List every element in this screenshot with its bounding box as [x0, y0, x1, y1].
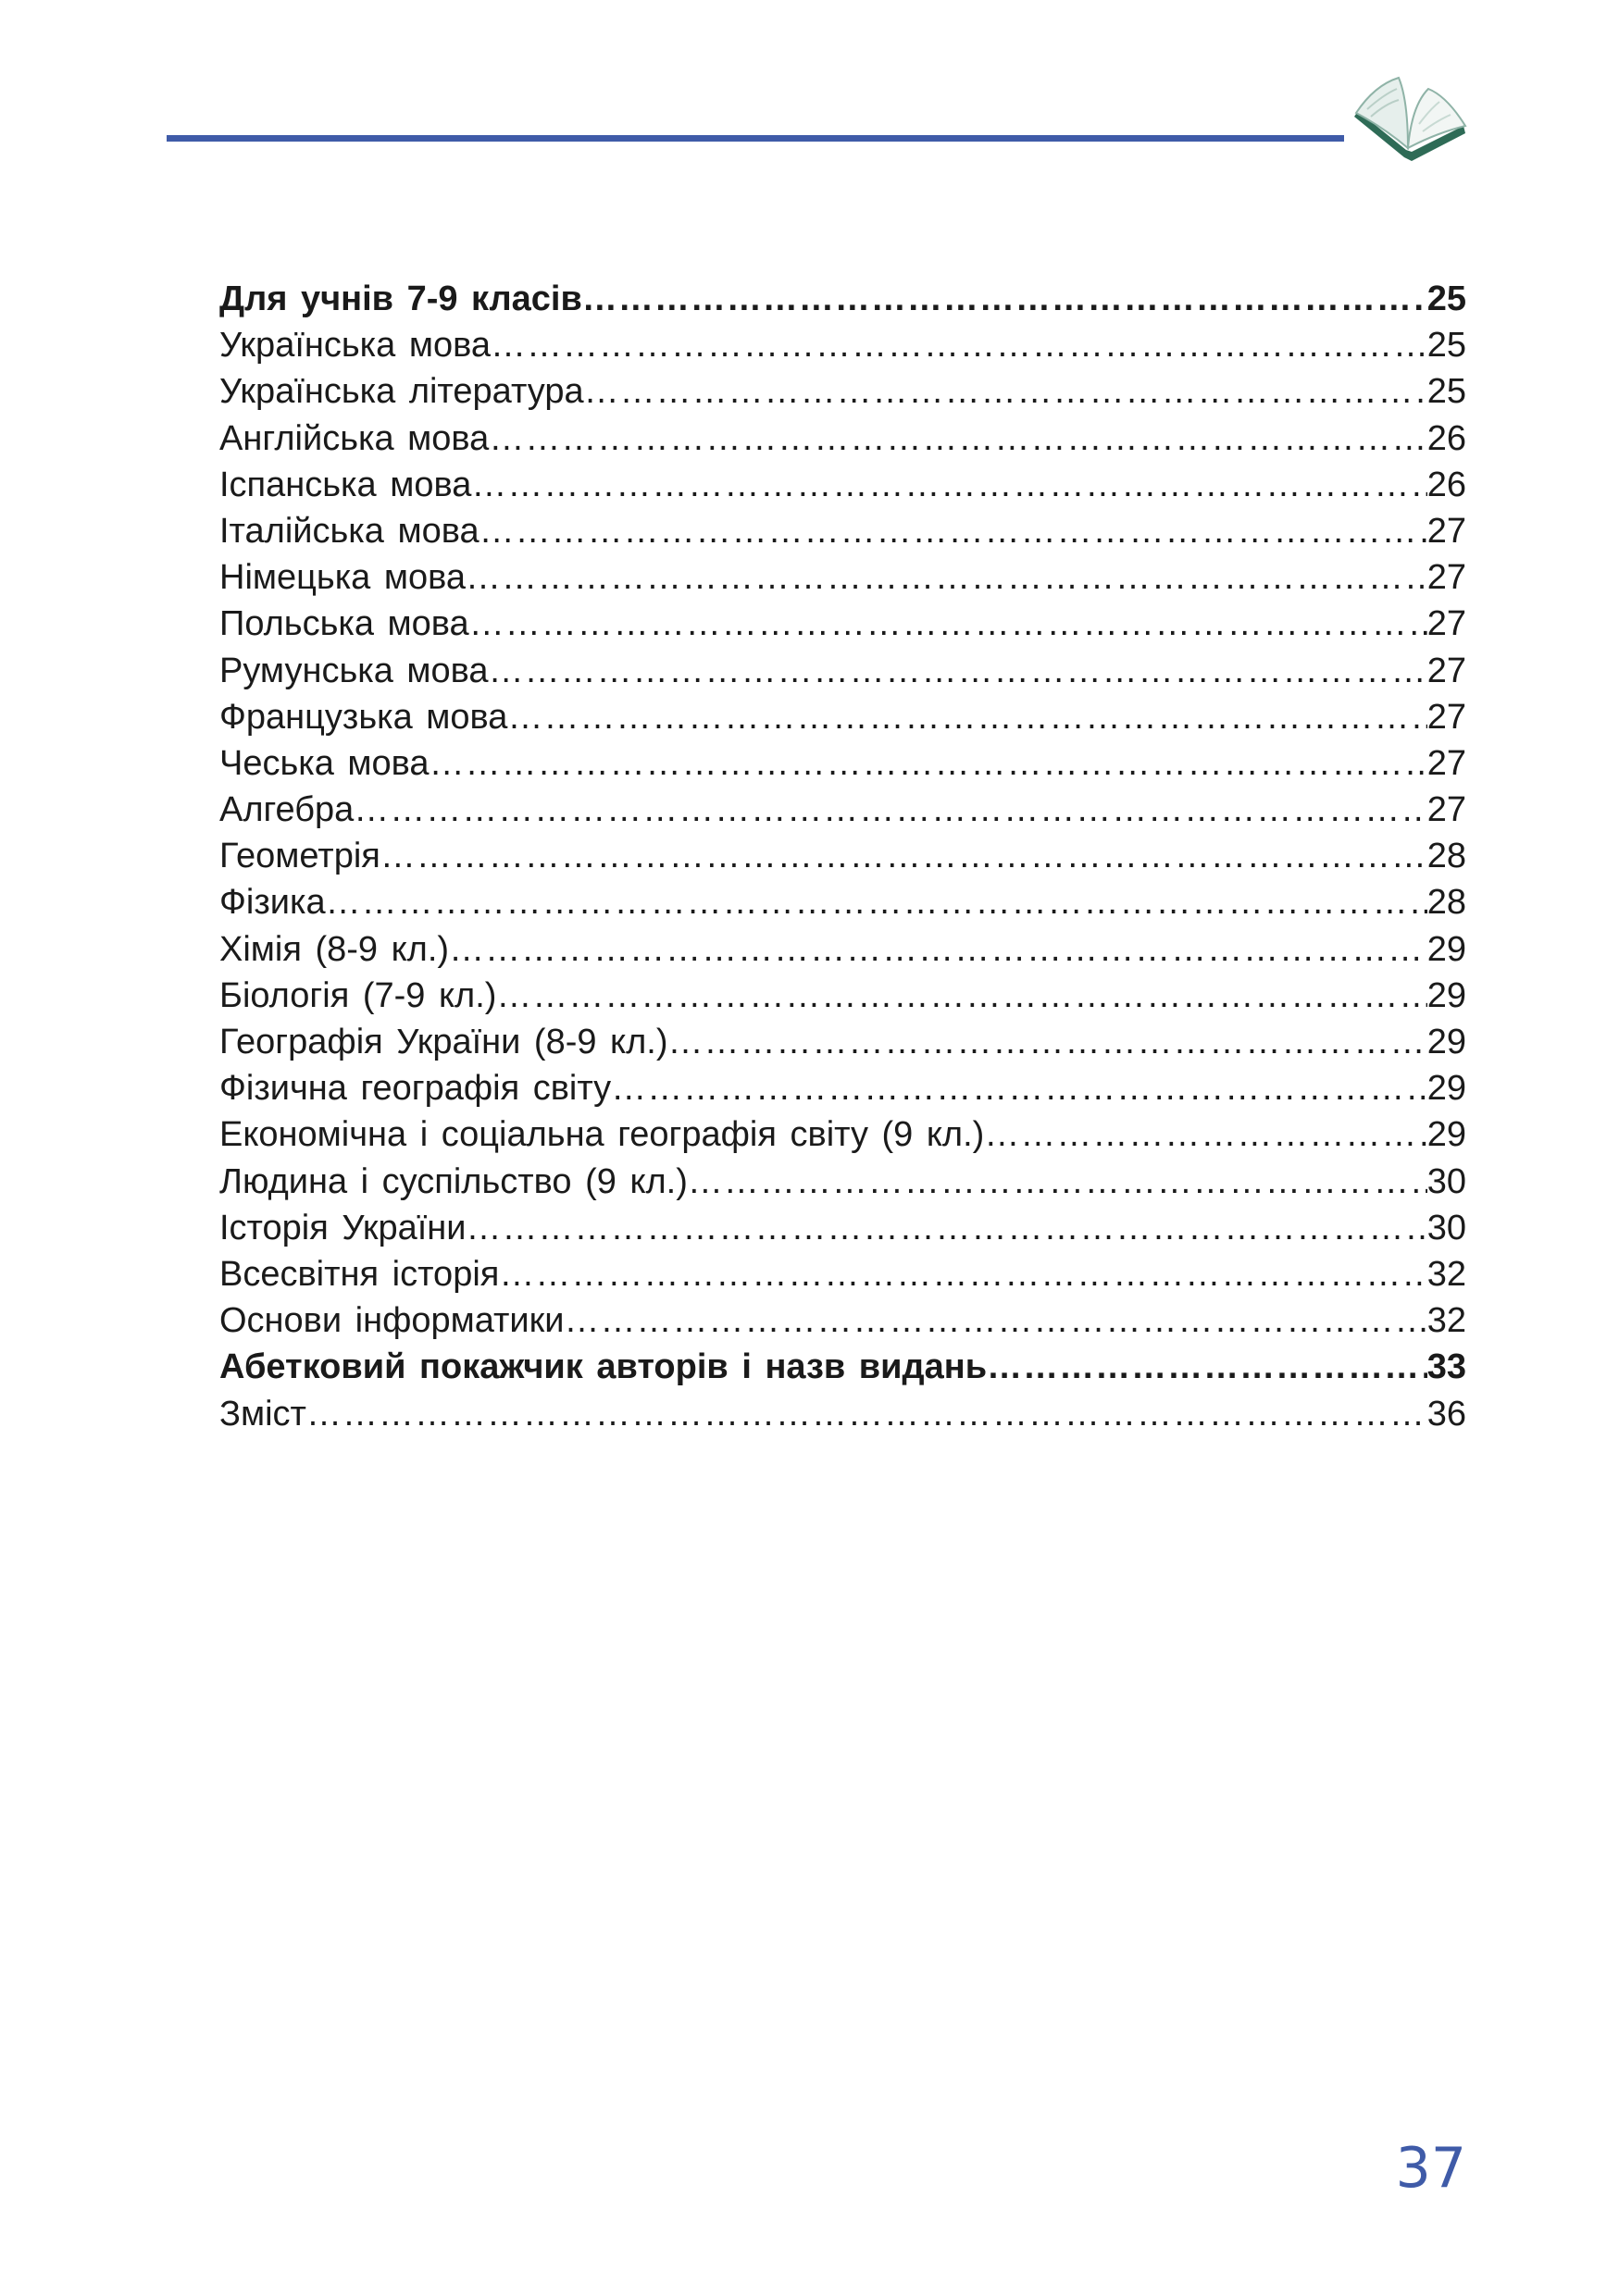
toc-entry-page: 33 [1426, 1347, 1466, 1387]
toc-dot-leader [489, 416, 1426, 462]
toc-entry [219, 973, 1466, 1019]
toc-entry [219, 694, 1466, 740]
toc-entry [219, 1111, 1466, 1158]
toc-entry [219, 879, 1466, 925]
toc-entry-page: 27 [1426, 511, 1466, 551]
toc-entry-page: 29 [1426, 1069, 1466, 1109]
toc-dot-leader [668, 1019, 1427, 1065]
toc-entry-title: Геометрія [219, 837, 380, 876]
toc-entry-page: 30 [1426, 1161, 1466, 1201]
toc-entry-page: 29 [1426, 975, 1466, 1015]
toc-entry [219, 1019, 1466, 1065]
toc-entry-title: Основи інформатики [219, 1301, 565, 1341]
toc-dot-leader [471, 462, 1426, 508]
toc-entry [219, 601, 1466, 647]
toc-entry-page: 25 [1426, 279, 1466, 318]
toc-entry [219, 787, 1466, 833]
toc-entry [219, 1391, 1466, 1437]
page-number: 37 [1395, 2136, 1466, 2201]
toc-entry-title: Іспанська мова [219, 465, 472, 504]
toc-entry-page: 29 [1426, 1023, 1466, 1061]
toc-dot-leader [380, 833, 1427, 879]
toc-dot-leader [449, 926, 1427, 973]
open-book-icon [1347, 72, 1467, 174]
toc-entry-title: Абетковий покажчик авторів і назв видань [219, 1347, 988, 1387]
toc-dot-leader [565, 1297, 1427, 1344]
toc-dot-leader [354, 787, 1426, 833]
toc-dot-leader [479, 508, 1427, 554]
toc-entry-title: Німецька мова [219, 558, 467, 598]
toc-dot-leader [507, 694, 1426, 740]
toc-entry-page: 25 [1426, 326, 1466, 366]
toc-entry-title: Всесвітня історія [219, 1254, 500, 1294]
toc-entry-title: Українська література [219, 372, 584, 412]
toc-entry-page: 26 [1426, 465, 1466, 504]
toc-entry [219, 322, 1466, 368]
toc-entry [219, 740, 1466, 787]
toc-dot-leader [306, 1391, 1427, 1437]
toc-entry-title: Історія України [219, 1208, 467, 1247]
toc-entry-page: 27 [1426, 604, 1466, 644]
toc-dot-leader [987, 1344, 1427, 1390]
toc-entry-title: Чеська мова [219, 743, 430, 783]
toc-entry-title: Французька мова [219, 697, 508, 737]
toc-entry [219, 1205, 1466, 1251]
toc-entry-title: Для учнів 7-9 класів [219, 279, 582, 318]
toc-entry-page: 26 [1426, 418, 1466, 458]
toc-entry-title: Алгебра [219, 790, 355, 830]
toc-entry [219, 1344, 1466, 1390]
toc-entry-page: 27 [1426, 651, 1466, 690]
toc-entry [219, 833, 1466, 879]
header-rule [167, 135, 1344, 142]
toc-entry [219, 1159, 1466, 1205]
toc-entry [219, 508, 1466, 554]
toc-entry [219, 1065, 1466, 1111]
toc-entry-title: Польська мова [219, 604, 469, 644]
toc-entry-title: Українська мова [219, 326, 491, 366]
toc-entry-page: 28 [1426, 883, 1466, 923]
toc-entry-title: Румунська мова [219, 651, 489, 690]
toc-entry-page: 27 [1426, 790, 1466, 830]
toc-entry-title: Фізична географія світу [219, 1069, 612, 1109]
toc-entry-page: 29 [1426, 929, 1466, 969]
toc-entry [219, 1297, 1466, 1344]
toc-dot-leader [491, 322, 1427, 368]
toc-entry [219, 554, 1466, 601]
toc-dot-leader [688, 1159, 1427, 1205]
toc-dot-leader [496, 973, 1426, 1019]
toc-entry-page: 27 [1426, 743, 1466, 783]
toc-entry-title: Географія України (8-9 кл.) [219, 1023, 668, 1061]
toc-entry-page: 30 [1426, 1208, 1466, 1247]
toc-entry-page: 29 [1426, 1115, 1466, 1155]
toc-entry-page: 25 [1426, 372, 1466, 412]
toc-dot-leader [430, 740, 1427, 787]
toc-dot-leader [582, 276, 1427, 322]
toc-entry-title: Зміст [219, 1394, 306, 1433]
toc-entry [219, 926, 1466, 973]
toc-entry [219, 416, 1466, 462]
toc-dot-leader [611, 1065, 1427, 1111]
toc-dot-leader [499, 1251, 1426, 1297]
toc-dot-leader [466, 1205, 1426, 1251]
toc-entry [219, 276, 1466, 322]
toc-dot-leader [469, 601, 1427, 647]
toc-entry-title: Англійська мова [219, 418, 490, 458]
toc-entry-page: 36 [1426, 1394, 1466, 1433]
toc-dot-leader [584, 368, 1427, 415]
toc-entry-page: 27 [1426, 558, 1466, 598]
toc-entry-title: Італійська мова [219, 511, 479, 551]
toc-dot-leader [466, 554, 1427, 601]
toc-entry-page: 28 [1426, 837, 1466, 876]
toc-entry-title: Людина і суспільство (9 кл.) [219, 1161, 688, 1201]
toc-dot-leader [326, 879, 1427, 925]
toc-entry [219, 368, 1466, 415]
toc-entry [219, 648, 1466, 694]
toc-entry [219, 462, 1466, 508]
toc-entry-title: Фізика [219, 883, 326, 923]
table-of-contents [219, 276, 1466, 1437]
toc-dot-leader [984, 1111, 1426, 1158]
toc-entry-page: 32 [1426, 1301, 1466, 1341]
toc-entry-page: 32 [1426, 1254, 1466, 1294]
toc-dot-leader [489, 648, 1427, 694]
toc-entry-title: Біологія (7-9 кл.) [219, 975, 497, 1015]
toc-entry-title: Хімія (8-9 кл.) [219, 929, 450, 969]
toc-entry-page: 27 [1426, 697, 1466, 737]
toc-entry [219, 1251, 1466, 1297]
toc-entry-title: Економічна і соціальна географія світу (9 кл.) [219, 1115, 985, 1155]
